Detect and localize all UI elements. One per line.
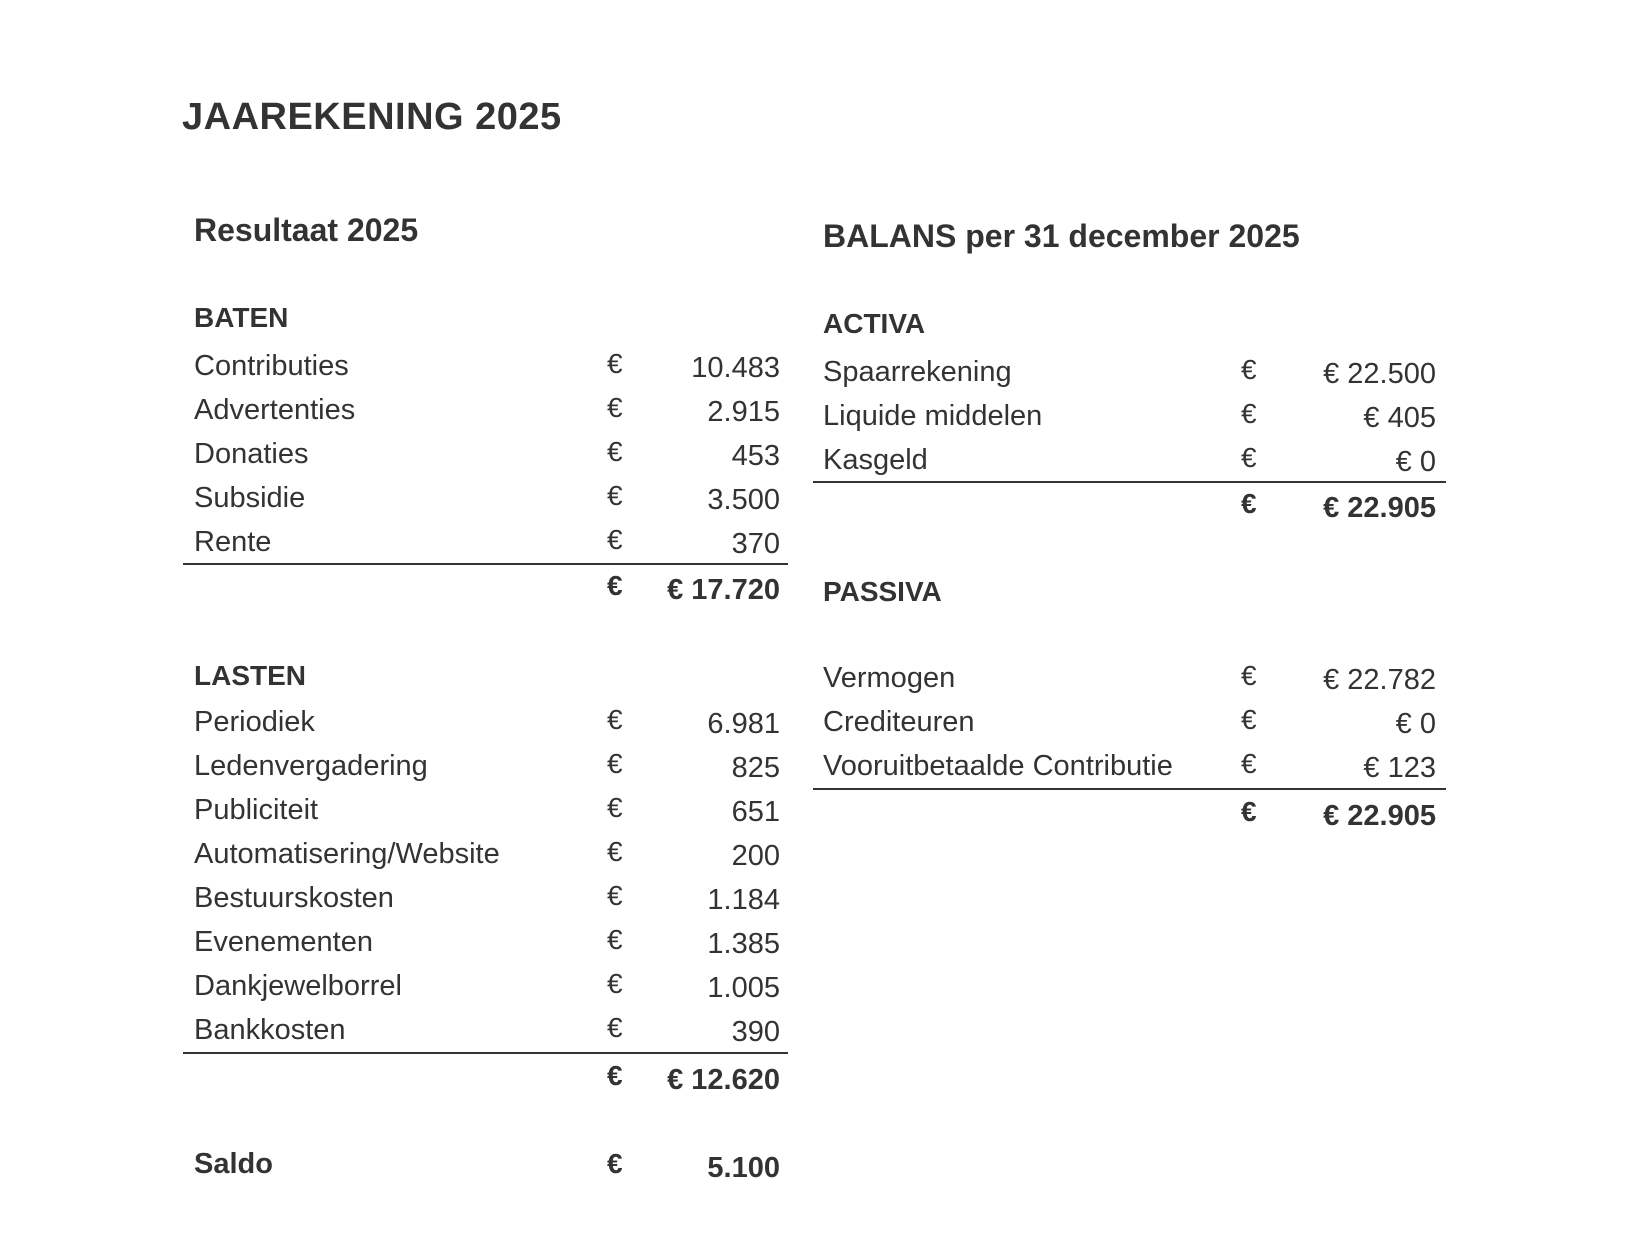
lasten-row-amount: 825	[731, 752, 780, 784]
baten-row-currency: €	[607, 348, 623, 379]
lasten-row-amount: 651	[731, 796, 780, 828]
document-title: JAAREKENING 2025	[182, 96, 562, 138]
lasten-row-label: Bestuurskosten	[194, 882, 394, 914]
baten-row-label: Donaties	[194, 438, 309, 470]
activa-total-amount: € 22.905	[1323, 492, 1436, 524]
lasten-row-label: Publiciteit	[194, 794, 319, 826]
activa-heading: ACTIVA	[823, 308, 926, 339]
lasten-row-currency: €	[607, 748, 623, 779]
lasten-row-currency: €	[607, 792, 623, 823]
lasten-total-rule	[183, 1052, 788, 1054]
resultaat-heading: Resultaat 2025	[194, 212, 419, 248]
passiva-row-amount: € 0	[1395, 708, 1436, 740]
baten-total-rule	[183, 563, 788, 565]
activa-row-amount: € 405	[1363, 402, 1436, 434]
activa-row-label: Kasgeld	[823, 444, 928, 476]
passiva-row-amount: € 123	[1363, 752, 1436, 784]
baten-row-label: Contributies	[194, 350, 349, 382]
lasten-row-amount: 1.184	[707, 884, 780, 916]
activa-total-rule	[813, 481, 1446, 483]
lasten-row-amount: 390	[731, 1016, 780, 1048]
baten-row-currency: €	[607, 436, 623, 467]
activa-row-label: Spaarrekening	[823, 356, 1012, 388]
baten-row-currency: €	[607, 480, 623, 511]
baten-row-amount: 370	[731, 528, 780, 560]
balans-heading: BALANS per 31 december 2025	[823, 218, 1300, 254]
lasten-row-currency: €	[607, 704, 623, 735]
activa-row-amount: € 0	[1395, 446, 1436, 478]
saldo-amount: 5.100	[707, 1152, 780, 1184]
baten-row-currency: €	[607, 524, 623, 555]
baten-row-amount: 453	[731, 440, 780, 472]
lasten-row-label: Dankjewelborrel	[194, 970, 402, 1002]
lasten-row-label: Evenementen	[194, 926, 373, 958]
activa-row-amount: € 22.500	[1323, 358, 1436, 390]
lasten-row-label: Periodiek	[194, 706, 315, 738]
lasten-row-amount: 1.385	[707, 928, 780, 960]
passiva-total-rule	[813, 788, 1446, 790]
activa-row-currency: €	[1241, 398, 1257, 429]
activa-row-currency: €	[1241, 442, 1257, 473]
lasten-row-currency: €	[607, 880, 623, 911]
lasten-row-currency: €	[607, 1012, 623, 1043]
lasten-row-label: Ledenvergadering	[194, 750, 428, 782]
lasten-row-label: Automatisering/Website	[194, 838, 500, 870]
baten-row-label: Rente	[194, 526, 272, 558]
passiva-row-currency: €	[1241, 748, 1257, 779]
passiva-total-amount: € 22.905	[1323, 800, 1436, 832]
lasten-row-currency: €	[607, 968, 623, 999]
baten-row-currency: €	[607, 392, 623, 423]
baten-row-label: Advertenties	[194, 394, 356, 426]
activa-row-label: Liquide middelen	[823, 400, 1043, 432]
saldo-label: Saldo	[194, 1148, 273, 1180]
passiva-row-label: Vooruitbetaalde Contributie	[823, 750, 1173, 782]
baten-row-amount: 10.483	[691, 352, 780, 384]
baten-row-amount: 3.500	[707, 484, 780, 516]
passiva-row-currency: €	[1241, 660, 1257, 691]
passiva-total-currency: €	[1241, 796, 1257, 827]
lasten-row-label: Bankkosten	[194, 1014, 346, 1046]
lasten-row-amount: 200	[731, 840, 780, 872]
baten-row-label: Subsidie	[194, 482, 306, 514]
passiva-row-label: Crediteuren	[823, 706, 975, 738]
baten-heading: BATEN	[194, 302, 289, 333]
baten-row-amount: 2.915	[707, 396, 780, 428]
activa-total-currency: €	[1241, 488, 1257, 519]
passiva-row-label: Vermogen	[823, 662, 956, 694]
lasten-row-currency: €	[607, 836, 623, 867]
lasten-total-currency: €	[607, 1060, 623, 1091]
passiva-row-amount: € 22.782	[1323, 664, 1436, 696]
activa-row-currency: €	[1241, 354, 1257, 385]
lasten-row-amount: 1.005	[707, 972, 780, 1004]
baten-total-amount: € 17.720	[667, 574, 780, 606]
lasten-row-currency: €	[607, 924, 623, 955]
baten-total-currency: €	[607, 570, 623, 601]
lasten-row-amount: 6.981	[707, 708, 780, 740]
passiva-heading: PASSIVA	[823, 576, 942, 607]
passiva-row-currency: €	[1241, 704, 1257, 735]
saldo-currency: €	[607, 1148, 623, 1179]
lasten-heading: LASTEN	[194, 660, 306, 691]
lasten-total-amount: € 12.620	[667, 1064, 780, 1096]
